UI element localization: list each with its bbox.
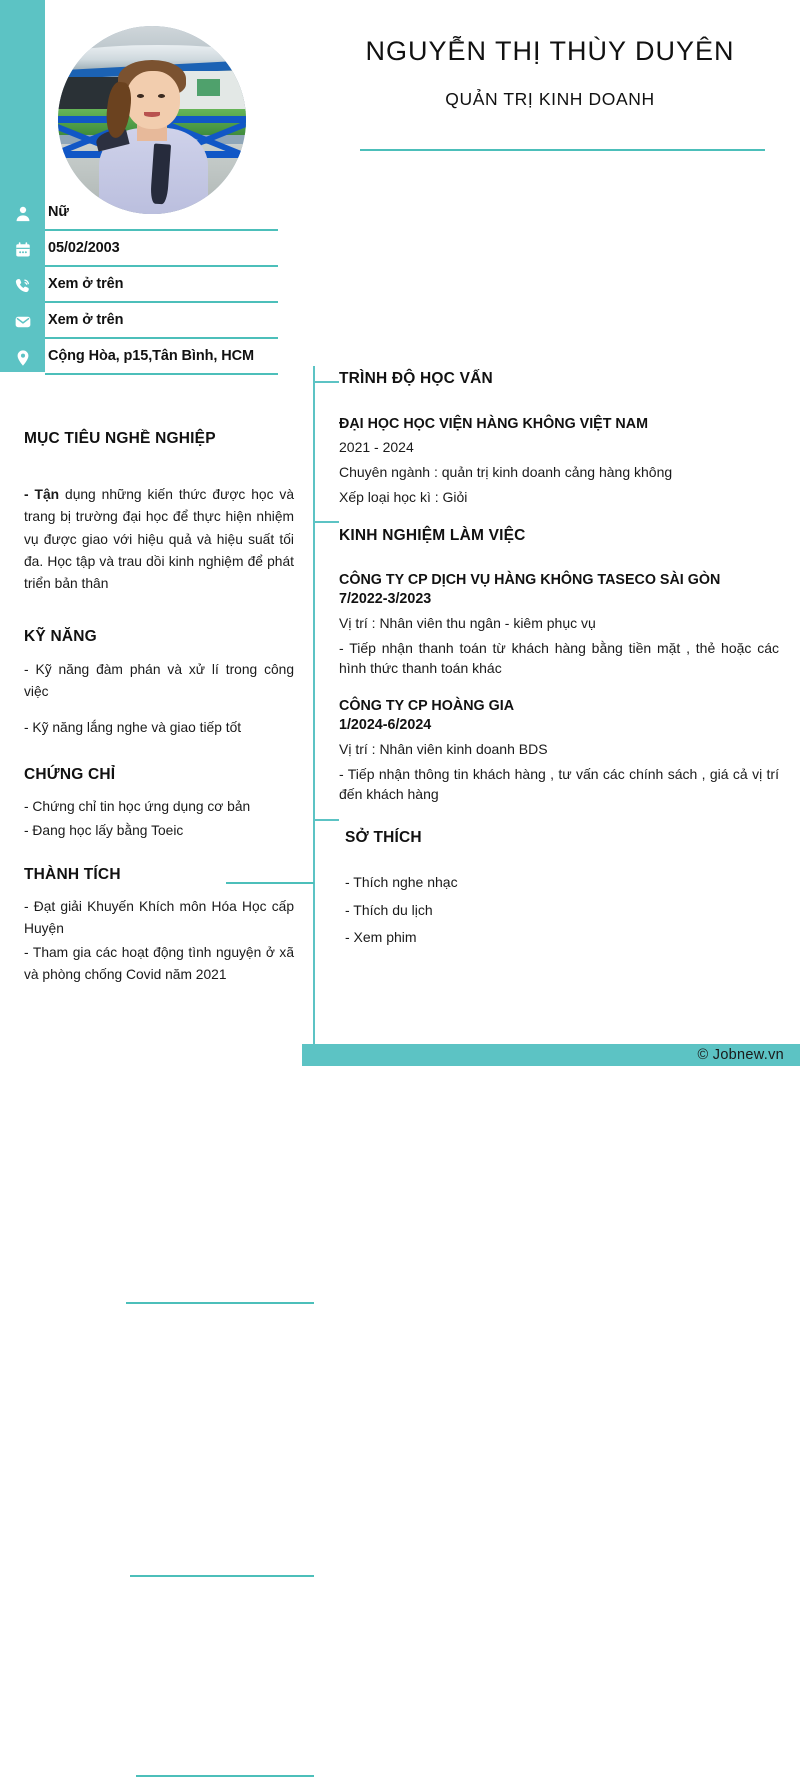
person-icon: [0, 205, 45, 223]
education-years: 2021 - 2024: [339, 439, 414, 456]
contact-list: [0, 196, 290, 376]
job-title: QUẢN TRỊ KINH DOANH: [445, 89, 655, 109]
contact-row-email: [0, 304, 290, 340]
experience-entry: [339, 697, 779, 805]
divider-tick-interests: [315, 819, 339, 821]
interest-item: - Xem phim: [345, 929, 417, 946]
experience-period: 1/2024-6/2024: [339, 716, 432, 733]
contact-underline: [45, 373, 278, 375]
section-heading-experience: KINH NGHIỆM LÀM VIỆC: [339, 526, 526, 544]
contact-value-email: Xem ở trên: [48, 311, 124, 328]
contact-underline: [45, 301, 278, 303]
contact-value-address: Cộng Hòa, p15,Tân Bình, HCM: [48, 347, 254, 364]
divider-tick-certificates: [130, 1575, 314, 1577]
education-major: Chuyên ngành : quản trị kinh doanh cảng hàng không: [339, 464, 673, 481]
calendar-icon: [0, 241, 45, 259]
header-divider: [360, 149, 765, 151]
contact-row-address: [0, 340, 290, 376]
divider-tick-experience: [315, 521, 339, 523]
experience-company: CÔNG TY CP HOÀNG GIA: [339, 697, 515, 714]
page-title: NGUYỄN THỊ THÙY DUYÊN: [365, 36, 735, 66]
section-education: [339, 370, 779, 508]
skill-item: - Kỹ năng lắng nghe và giao tiếp tốt: [24, 719, 242, 735]
achievement-item: - Tham gia các hoạt động tình nguyện ở xã và phòng chống Covid năm 2021: [24, 945, 294, 983]
experience-duty: - Tiếp nhận thông tin khách hàng , tư vấn các chính sách , giá cả vị trí đến khách hàng: [339, 765, 779, 802]
certificate-item: - Chứng chỉ tin học ứng dụng cơ bản: [24, 798, 251, 814]
objective-lead: - Tận: [24, 487, 60, 502]
contact-row-gender: [0, 196, 290, 232]
contact-row-birthdate: [0, 232, 290, 268]
experience-company: CÔNG TY CP DỊCH VỤ HÀNG KHÔNG TASECO SÀI GÒN: [339, 571, 721, 588]
experience-duty: - Tiếp nhận thanh toán từ khách hàng bằng tiền mặt , thẻ hoặc các hình thức thanh toán khác: [339, 639, 779, 676]
location-pin-icon: [0, 349, 45, 367]
section-heading-achievements: THÀNH TÍCH: [24, 866, 121, 884]
contact-value-phone: Xem ở trên: [48, 275, 124, 292]
footer-credit: © Jobnew.vn: [697, 1047, 784, 1063]
education-school: ĐẠI HỌC HỌC VIỆN HÀNG KHÔNG VIỆT NAM: [339, 416, 648, 432]
skill-item: - Kỹ năng đàm phán và xử lí trong công việc: [24, 661, 294, 699]
section-heading-interests: SỞ THÍCH: [345, 828, 422, 846]
section-certificates: [24, 766, 294, 842]
experience-period: 7/2022-3/2023: [339, 590, 432, 607]
right-column: [339, 370, 779, 948]
section-heading-education: TRÌNH ĐỘ HỌC VẤN: [339, 370, 493, 387]
section-heading-skills: KỸ NĂNG: [24, 627, 97, 645]
column-divider: [313, 366, 315, 1046]
experience-entry: [339, 571, 779, 679]
contact-underline: [45, 229, 278, 231]
interest-item: - Thích du lịch: [345, 901, 433, 918]
section-heading-certificates: CHỨNG CHỈ: [24, 765, 116, 783]
divider-tick-skills: [126, 1302, 314, 1304]
section-interests: [339, 829, 779, 949]
contact-row-phone: [0, 268, 290, 304]
email-icon: [0, 313, 45, 331]
section-heading-objective: MỤC TIÊU NGHỀ NGHIỆP: [24, 430, 216, 447]
profile-photo: [58, 26, 246, 214]
phone-icon: [0, 277, 45, 295]
interest-item: - Thích nghe nhạc: [345, 873, 458, 890]
certificate-item: - Đang học lấy bằng Toeic: [24, 822, 184, 838]
objective-text: [24, 484, 294, 596]
experience-position: Vị trí : Nhân viên thu ngân - kiêm phục vụ: [339, 615, 596, 632]
header-block: [300, 36, 800, 110]
divider-tick-education: [315, 381, 339, 383]
left-column: [24, 430, 294, 986]
profile-photo-image: [58, 26, 246, 214]
objective-body: dụng những kiến thức được học và trang bị trường đại học để thực hiện nhiệm vụ được giao với hiệu quả và hiệu suất tối đa. Học tập và trau dồi kinh nghiệm để phát triển bản thân: [24, 487, 294, 592]
section-achievements: [24, 866, 294, 986]
contact-underline: [45, 337, 278, 339]
contact-underline: [45, 265, 278, 267]
section-skills: [24, 628, 294, 739]
section-objective: [24, 430, 294, 596]
contact-value-birthdate: 05/02/2003: [48, 239, 120, 256]
education-grade: Xếp loại học kì : Giỏi: [339, 488, 468, 505]
experience-position: Vị trí : Nhân viên kinh doanh BDS: [339, 741, 548, 758]
section-experience: [339, 527, 779, 805]
achievement-item: - Đạt giải Khuyến Khích môn Hóa Học cấp Huyện: [24, 899, 294, 937]
contact-value-gender: Nữ: [48, 203, 69, 220]
